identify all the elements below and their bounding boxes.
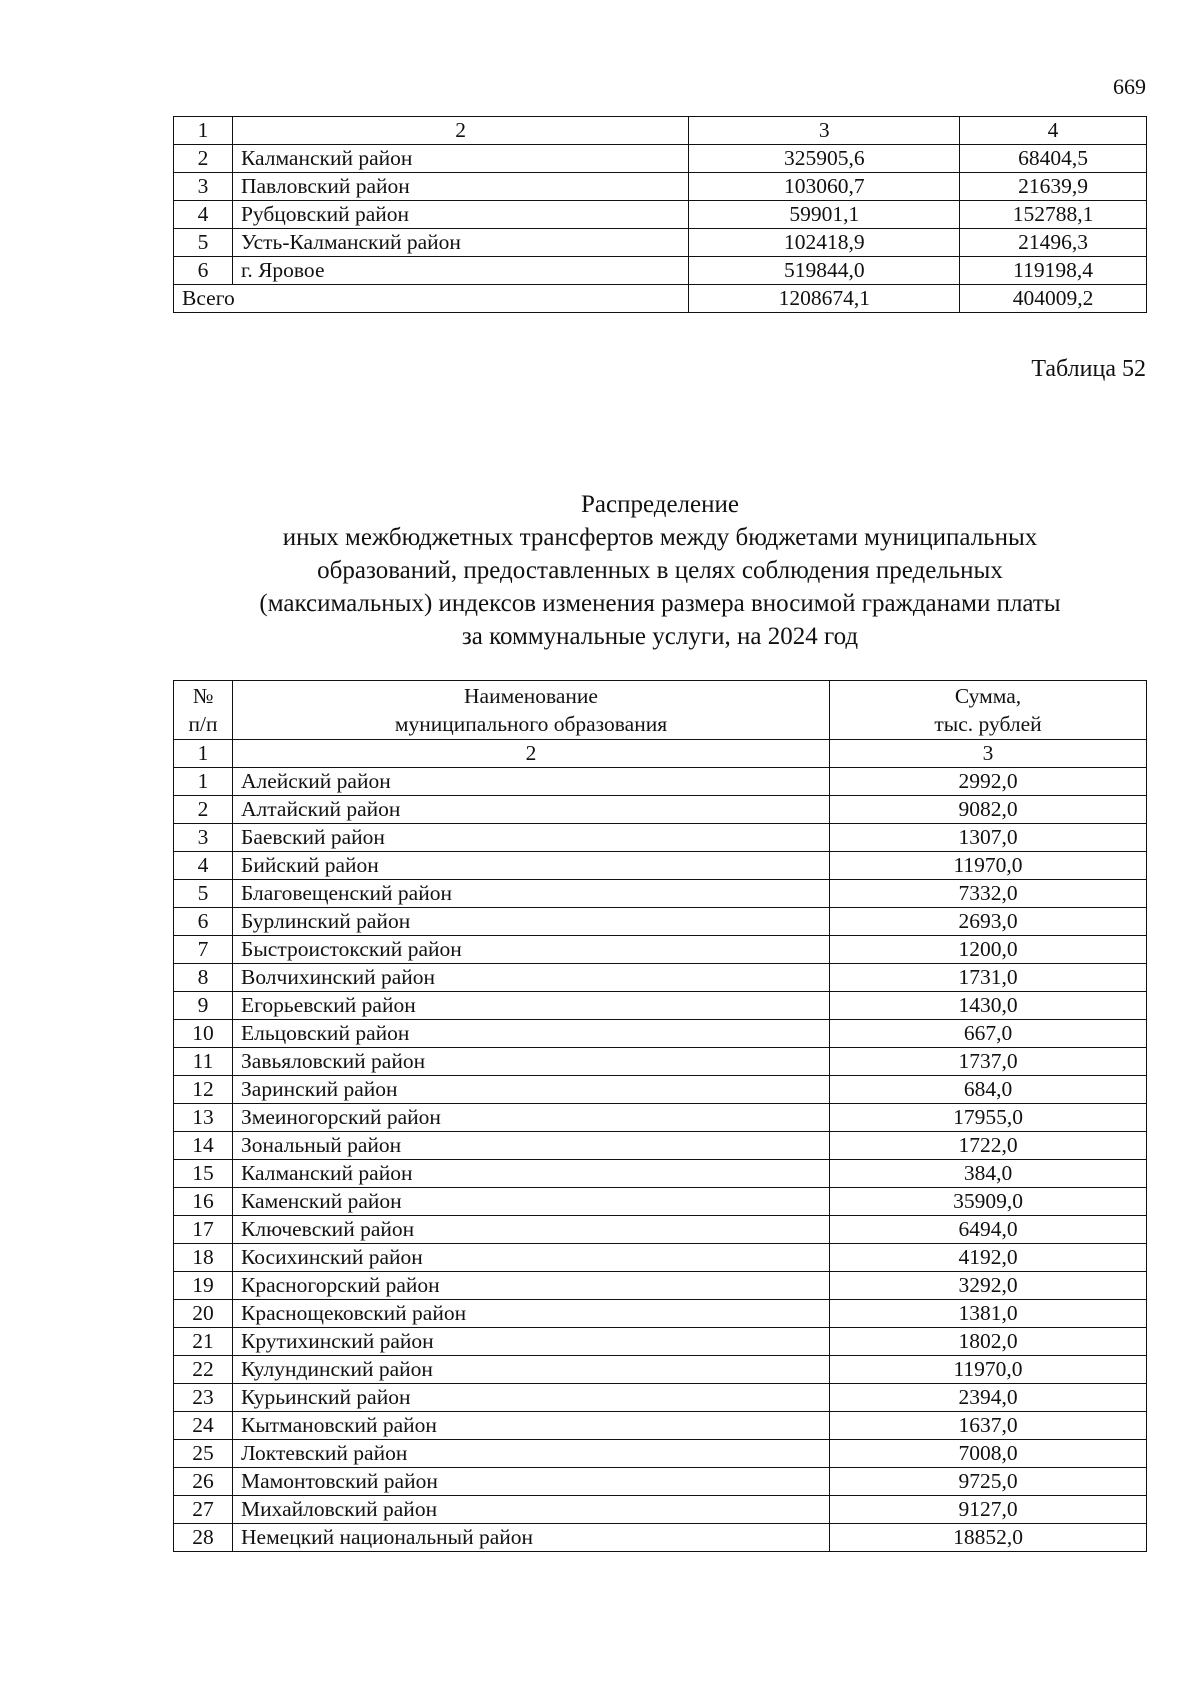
header-text: п/п: [188, 712, 218, 736]
title-line: (максимальных) индексов изменения размера вносимой гражданами платы: [259, 590, 1061, 617]
header-text: Наименование: [464, 684, 598, 708]
municipality-name: Бийский район: [233, 852, 830, 880]
amount-sum: 18852,0: [830, 1524, 1147, 1552]
table-row: [174, 1132, 1147, 1160]
row-number: 6: [174, 908, 233, 936]
total-label: Всего: [174, 285, 689, 313]
column-number: 1: [174, 117, 233, 145]
municipality-name: Локтевский район: [233, 1440, 830, 1468]
municipality-name: Калманский район: [232, 145, 688, 173]
amount-sum: 6494,0: [830, 1216, 1147, 1244]
header-name: [233, 681, 830, 740]
municipality-name: Ключевский район: [233, 1216, 830, 1244]
table-row: [174, 824, 1147, 852]
municipality-name: г. Яровое: [232, 257, 688, 285]
amount-sum: 1737,0: [830, 1048, 1147, 1076]
amount-sum: 17955,0: [830, 1104, 1147, 1132]
municipality-name: Кытмановский район: [233, 1412, 830, 1440]
amount-sum: 11970,0: [830, 852, 1147, 880]
header-number: [174, 681, 233, 740]
page-number: 669: [1113, 74, 1146, 99]
amount-value-2: 152788,1: [960, 201, 1147, 229]
municipality-name: Бурлинский район: [233, 908, 830, 936]
table-column-numbers: [174, 740, 1147, 768]
table-row: [174, 1076, 1147, 1104]
header-text: муниципального образования: [394, 712, 668, 736]
row-number: 9: [174, 992, 233, 1020]
municipality-name: Алтайский район: [233, 796, 830, 824]
municipality-name: Завьяловский район: [233, 1048, 830, 1076]
table-row: [174, 1216, 1147, 1244]
table-row: [174, 1412, 1147, 1440]
row-number: 28: [174, 1524, 233, 1552]
table-row: [174, 908, 1147, 936]
municipality-name: Калманский район: [233, 1160, 830, 1188]
row-number: 12: [174, 1076, 233, 1104]
municipality-name: Краснощековский район: [233, 1300, 830, 1328]
amount-value-2: 21639,9: [960, 173, 1147, 201]
municipality-name: Волчихинский район: [233, 964, 830, 992]
amount-sum: 2693,0: [830, 908, 1147, 936]
table-row: [174, 1524, 1147, 1552]
row-number: 4: [174, 201, 233, 229]
amount-sum: 9725,0: [830, 1468, 1147, 1496]
amount-sum: 667,0: [830, 1020, 1147, 1048]
table-row: [174, 796, 1147, 824]
municipality-name: Крутихинский район: [233, 1328, 830, 1356]
municipality-name: Егорьевский район: [233, 992, 830, 1020]
municipality-name: Мамонтовский район: [233, 1468, 830, 1496]
amount-value-1: 59901,1: [689, 201, 960, 229]
amount-value-2: 68404,5: [960, 145, 1147, 173]
amount-value-1: 103060,7: [689, 173, 960, 201]
column-number: 3: [689, 117, 960, 145]
row-number: 5: [174, 880, 233, 908]
amount-sum: 11970,0: [830, 1356, 1147, 1384]
column-number: 3: [830, 740, 1147, 768]
column-number: 2: [232, 117, 688, 145]
amount-value-2: 119198,4: [960, 257, 1147, 285]
municipality-name: Алейский район: [233, 768, 830, 796]
table-label: Таблица 52: [1031, 356, 1146, 382]
header-sum: [830, 681, 1147, 740]
amount-sum: 1731,0: [830, 964, 1147, 992]
row-number: 27: [174, 1496, 233, 1524]
table-row: [174, 768, 1147, 796]
row-number: 5: [174, 229, 233, 257]
amount-sum: 1722,0: [830, 1132, 1147, 1160]
title-line: Распределение: [581, 491, 739, 518]
amount-sum: 384,0: [830, 1160, 1147, 1188]
table-row: [174, 1104, 1147, 1132]
table-row: [174, 229, 1147, 257]
total-row: [174, 285, 1147, 313]
row-number: 19: [174, 1272, 233, 1300]
row-number: 25: [174, 1440, 233, 1468]
table-row: [174, 1160, 1147, 1188]
amount-sum: 684,0: [830, 1076, 1147, 1104]
amount-sum: 7008,0: [830, 1440, 1147, 1468]
title-line: образований, предоставленных в целях соблюдения предельных: [317, 557, 1003, 584]
row-number: 15: [174, 1160, 233, 1188]
amount-sum: 1637,0: [830, 1412, 1147, 1440]
amount-sum: 1307,0: [830, 824, 1147, 852]
row-number: 3: [174, 824, 233, 852]
amount-sum: 1430,0: [830, 992, 1147, 1020]
municipality-name: Косихинский район: [233, 1244, 830, 1272]
row-number: 26: [174, 1468, 233, 1496]
row-number: 7: [174, 936, 233, 964]
total-value-2: 404009,2: [960, 285, 1147, 313]
row-number: 16: [174, 1188, 233, 1216]
table-row: [174, 852, 1147, 880]
table-row: [174, 1020, 1147, 1048]
row-number: 13: [174, 1104, 233, 1132]
table-row: [174, 1496, 1147, 1524]
table-row: [174, 1188, 1147, 1216]
municipality-name: Курьинский район: [233, 1384, 830, 1412]
municipality-name: Каменский район: [233, 1188, 830, 1216]
municipality-name: Кулундинский район: [233, 1356, 830, 1384]
amount-sum: 1381,0: [830, 1300, 1147, 1328]
municipality-name: Ельцовский район: [233, 1020, 830, 1048]
row-number: 23: [174, 1384, 233, 1412]
table-row: [174, 1384, 1147, 1412]
document-title: [173, 488, 1147, 653]
row-number: 2: [174, 796, 233, 824]
column-number: 4: [960, 117, 1147, 145]
municipality-name: Рубцовский район: [232, 201, 688, 229]
table-row: [174, 1440, 1147, 1468]
municipality-name: Усть-Калманский район: [232, 229, 688, 257]
table-column-numbers: [174, 117, 1147, 145]
amount-value-1: 102418,9: [689, 229, 960, 257]
row-number: 20: [174, 1300, 233, 1328]
header-text: тыс. рублей: [934, 712, 1042, 736]
row-number: 21: [174, 1328, 233, 1356]
municipality-name: Павловский район: [232, 173, 688, 201]
amount-sum: 35909,0: [830, 1188, 1147, 1216]
amount-sum: 3292,0: [830, 1272, 1147, 1300]
table-row: [174, 992, 1147, 1020]
table-row: [174, 1244, 1147, 1272]
table-row: [174, 1272, 1147, 1300]
row-number: 17: [174, 1216, 233, 1244]
amount-sum: 1802,0: [830, 1328, 1147, 1356]
row-number: 18: [174, 1244, 233, 1272]
row-number: 2: [174, 145, 233, 173]
municipality-name: Немецкий национальный район: [233, 1524, 830, 1552]
table-row: [174, 201, 1147, 229]
table-row: [174, 1468, 1147, 1496]
continuation-table: [173, 116, 1147, 313]
row-number: 24: [174, 1412, 233, 1440]
row-number: 14: [174, 1132, 233, 1160]
amount-sum: 2394,0: [830, 1384, 1147, 1412]
table-header: [174, 681, 1147, 740]
amount-value-1: 519844,0: [689, 257, 960, 285]
municipality-name: Змеиногорский район: [233, 1104, 830, 1132]
municipality-name: Красногорский район: [233, 1272, 830, 1300]
column-number: 1: [174, 740, 233, 768]
row-number: 4: [174, 852, 233, 880]
amount-sum: 4192,0: [830, 1244, 1147, 1272]
table-row: [174, 257, 1147, 285]
amount-sum: 2992,0: [830, 768, 1147, 796]
total-value-1: 1208674,1: [689, 285, 960, 313]
table-row: [174, 1356, 1147, 1384]
amount-sum: 1200,0: [830, 936, 1147, 964]
header-text: №: [192, 684, 214, 708]
distribution-table: [173, 680, 1147, 1552]
amount-sum: 7332,0: [830, 880, 1147, 908]
title-line: за коммунальные услуги, на 2024 год: [461, 623, 859, 650]
table-row: [174, 1328, 1147, 1356]
row-number: 3: [174, 173, 233, 201]
column-number: 2: [233, 740, 830, 768]
row-number: 11: [174, 1048, 233, 1076]
municipality-name: Зональный район: [233, 1132, 830, 1160]
amount-sum: 9082,0: [830, 796, 1147, 824]
table-row: [174, 173, 1147, 201]
municipality-name: Баевский район: [233, 824, 830, 852]
table-row: [174, 964, 1147, 992]
table-row: [174, 1300, 1147, 1328]
header-text: Сумма,: [954, 684, 1022, 708]
table-row: [174, 880, 1147, 908]
row-number: 22: [174, 1356, 233, 1384]
row-number: 6: [174, 257, 233, 285]
table-row: [174, 936, 1147, 964]
table-row: [174, 145, 1147, 173]
row-number: 10: [174, 1020, 233, 1048]
municipality-name: Благовещенский район: [233, 880, 830, 908]
row-number: 1: [174, 768, 233, 796]
municipality-name: Быстроистокский район: [233, 936, 830, 964]
municipality-name: Михайловский район: [233, 1496, 830, 1524]
amount-value-1: 325905,6: [689, 145, 960, 173]
table-row: [174, 1048, 1147, 1076]
municipality-name: Заринский район: [233, 1076, 830, 1104]
row-number: 8: [174, 964, 233, 992]
title-line: иных межбюджетных трансфертов между бюджетами муниципальных: [282, 524, 1038, 551]
amount-value-2: 21496,3: [960, 229, 1147, 257]
amount-sum: 9127,0: [830, 1496, 1147, 1524]
